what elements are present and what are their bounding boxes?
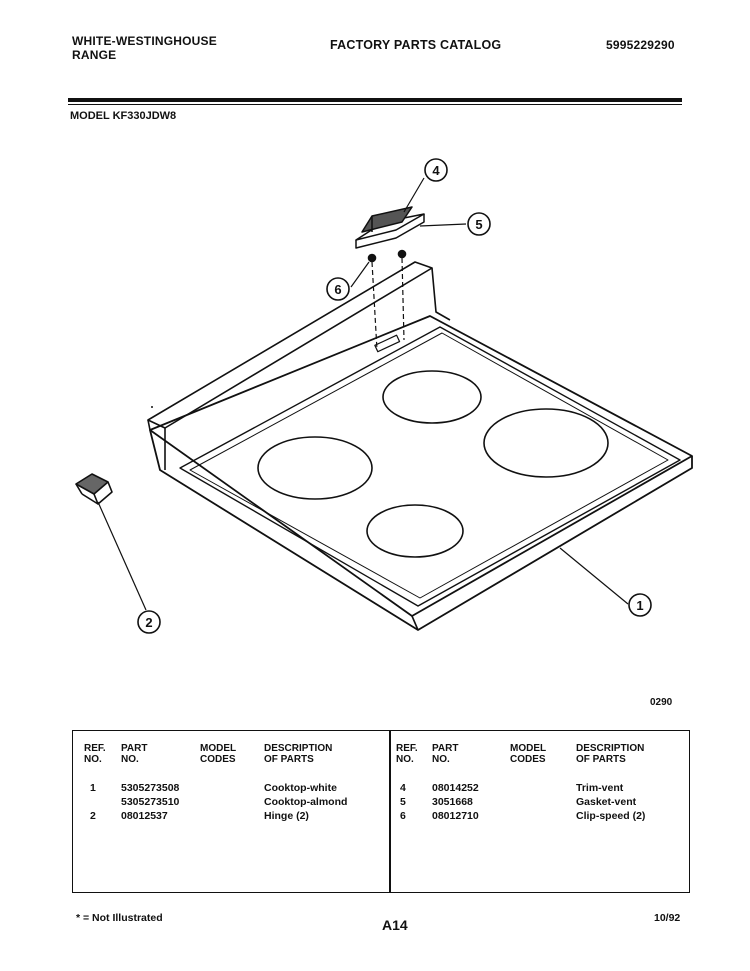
header-rule-thick [68, 98, 682, 102]
callout-5-label: 5 [475, 217, 483, 232]
left-row-2-part: 5305273510 [121, 796, 180, 808]
cooktop-backguard [148, 262, 432, 428]
cooktop-inner-rim [180, 327, 680, 606]
right-row-2-part: 3051668 [432, 796, 473, 808]
left-row-1-ref: 1 [90, 782, 96, 794]
leader-line-4 [404, 178, 424, 212]
burner-opening-front-left [258, 437, 372, 499]
header-rule-thin [68, 104, 682, 105]
cooktop-exploded-diagram [60, 150, 700, 650]
header-part-no-left: PART NO. [121, 743, 148, 765]
right-row-3-part: 08012710 [432, 810, 479, 822]
callout-2-label: 2 [145, 615, 153, 630]
right-row-2-desc: Gasket-vent [576, 796, 637, 808]
leader-line-5 [420, 224, 466, 226]
header-part-no-right: PART NO. [432, 743, 459, 765]
vent-trim-part [356, 207, 424, 248]
callout-1 [629, 594, 651, 616]
model-label: MODEL KF330JDW8 [70, 110, 177, 122]
header-model-codes-left: MODEL CODES [200, 743, 237, 765]
burner-opening-back-left [383, 371, 481, 423]
right-row-1-part: 08014252 [432, 782, 479, 794]
burner-opening-back-right [484, 409, 608, 477]
header-ref-no-right: REF. NO. [396, 743, 418, 765]
leader-line-1 [560, 548, 628, 604]
footnote-not-illustrated: * = Not Illustrated [76, 912, 163, 924]
brand-line-2: RANGE [72, 48, 117, 62]
figure-code: 0290 [650, 697, 673, 708]
header-description-left: DESCRIPTION OF PARTS [264, 743, 333, 765]
left-row-3-part: 08012537 [121, 810, 168, 822]
revision-date: 10/92 [654, 912, 681, 924]
right-row-1-ref: 4 [400, 782, 406, 794]
right-row-3-ref: 6 [400, 810, 406, 822]
leader-line-6 [351, 262, 369, 287]
parts-table-divider [389, 730, 391, 893]
left-row-3-ref: 2 [90, 810, 96, 822]
left-row-1-part: 5305273508 [121, 782, 180, 794]
left-row-3-desc: Hinge (2) [264, 810, 309, 822]
left-row-1-desc: Cooktop-white [264, 782, 337, 794]
callout-6 [327, 278, 349, 300]
brand-name [72, 34, 217, 62]
header-model-codes-right: MODEL CODES [510, 743, 547, 765]
callout-4 [425, 159, 447, 181]
callout-6-label: 6 [334, 282, 342, 297]
callout-5 [468, 213, 490, 235]
burner-opening-front-right [367, 505, 463, 557]
speed-clip-left [369, 255, 376, 262]
hinge-part [76, 474, 112, 504]
header-ref-no-left: REF. NO. [84, 743, 106, 765]
cooktop-top-surface [150, 316, 692, 616]
header-description-right: DESCRIPTION OF PARTS [576, 743, 645, 765]
callout-2 [138, 611, 160, 633]
right-row-3-desc: Clip-speed (2) [576, 810, 646, 822]
right-row-2-ref: 5 [400, 796, 406, 808]
catalog-title: FACTORY PARTS CATALOG [330, 38, 502, 52]
callout-4-label: 4 [432, 163, 440, 178]
page-number: A14 [382, 917, 408, 933]
speed-clip-right [399, 251, 406, 258]
brand-line-1: WHITE-WESTINGHOUSE [72, 34, 217, 48]
left-row-2-desc: Cooktop-almond [264, 796, 348, 808]
callout-1-label: 1 [636, 598, 644, 613]
leader-line-2 [98, 502, 146, 610]
right-row-1-desc: Trim-vent [576, 782, 624, 794]
catalog-number: 5995229290 [606, 38, 675, 52]
